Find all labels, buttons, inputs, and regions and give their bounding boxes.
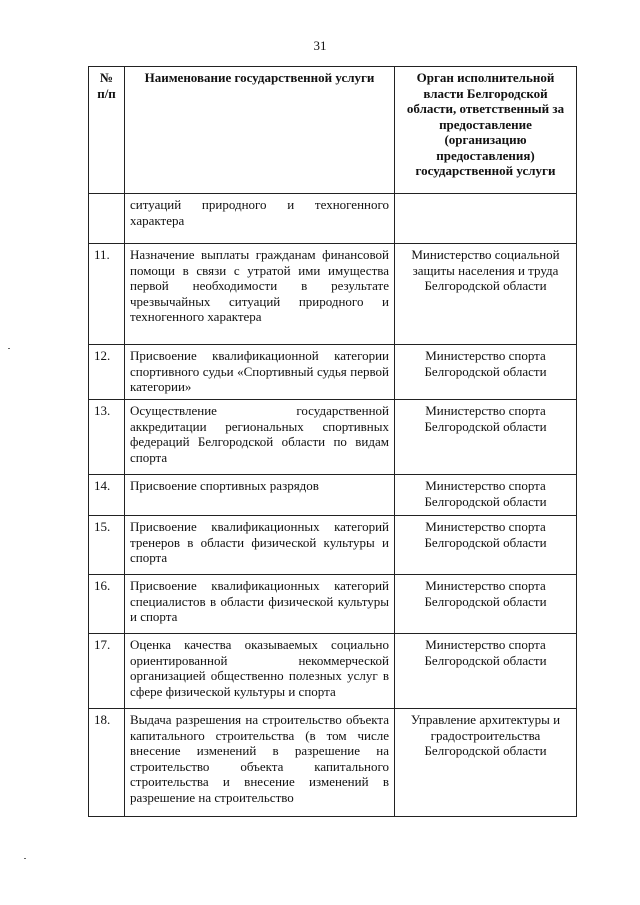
responsible-authority xyxy=(395,194,577,244)
responsible-authority: Министерство социальной защиты населения и труда Белгородской области xyxy=(395,244,577,345)
service-name: Назначение выплаты гражданам финансовой помощи в связи с утратой ими имущества первой необходимости в результате чрезвычайных ситуаций природного и техногенного характера xyxy=(125,244,395,345)
header-number: № п/п xyxy=(89,67,125,194)
service-name: Оценка качества оказываемых социально ориентированной некоммерческой организацией общественно полезных услуг в сфере физической культуры и спорта xyxy=(125,634,395,709)
scan-speck xyxy=(24,858,26,859)
responsible-authority: Управление архитектуры и градостроительства Белгородской области xyxy=(395,709,577,817)
table-row xyxy=(89,244,577,345)
service-name: Присвоение спортивных разрядов xyxy=(125,475,395,516)
table-row xyxy=(89,709,577,817)
services-table xyxy=(88,66,577,817)
responsible-authority: Министерство спорта Белгородской области xyxy=(395,475,577,516)
service-name: Выдача разрешения на строительство объекта капитального строительства (в том числе внесение изменений в разрешение на строительство объекта капитального строительства и внесение изменений в разрешение на строительство xyxy=(125,709,395,817)
responsible-authority: Министерство спорта Белгородской области xyxy=(395,575,577,634)
row-number: 17. xyxy=(89,634,125,709)
page-number: 31 xyxy=(313,38,327,53)
row-number: 14. xyxy=(89,475,125,516)
row-number: 13. xyxy=(89,400,125,475)
row-number: 16. xyxy=(89,575,125,634)
row-number xyxy=(89,194,125,244)
header-responsible-authority: Орган исполнительной власти Белгородской области, ответственный за предоставление (организацию предоставления) государственной услуги xyxy=(395,67,577,194)
table-row xyxy=(89,516,577,575)
row-number: 12. xyxy=(89,345,125,400)
service-name: Присвоение квалификационных категорий тренеров в области физической культуры и спорта xyxy=(125,516,395,575)
table-row xyxy=(89,194,577,244)
row-number: 18. xyxy=(89,709,125,817)
table-row xyxy=(89,575,577,634)
service-name: Осуществление государственной аккредитации региональных спортивных федераций Белгородской области по видам спорта xyxy=(125,400,395,475)
table-row xyxy=(89,634,577,709)
row-number: 11. xyxy=(89,244,125,345)
row-number: 15. xyxy=(89,516,125,575)
service-name: Присвоение квалификационной категории спортивного судьи «Спортивный судья первой категории» xyxy=(125,345,395,400)
scan-speck xyxy=(8,348,10,349)
table-header-row xyxy=(89,67,577,194)
header-service-name: Наименование государственной услуги xyxy=(125,67,395,194)
responsible-authority: Министерство спорта Белгородской области xyxy=(395,634,577,709)
responsible-authority: Министерство спорта Белгородской области xyxy=(395,516,577,575)
table-row xyxy=(89,345,577,400)
table-row xyxy=(89,400,577,475)
table-row xyxy=(89,475,577,516)
responsible-authority: Министерство спорта Белгородской области xyxy=(395,345,577,400)
responsible-authority: Министерство спорта Белгородской области xyxy=(395,400,577,475)
service-name: Присвоение квалификационных категорий специалистов в области физической культуры и спорта xyxy=(125,575,395,634)
service-name: ситуаций природного и техногенного характера xyxy=(125,194,395,244)
